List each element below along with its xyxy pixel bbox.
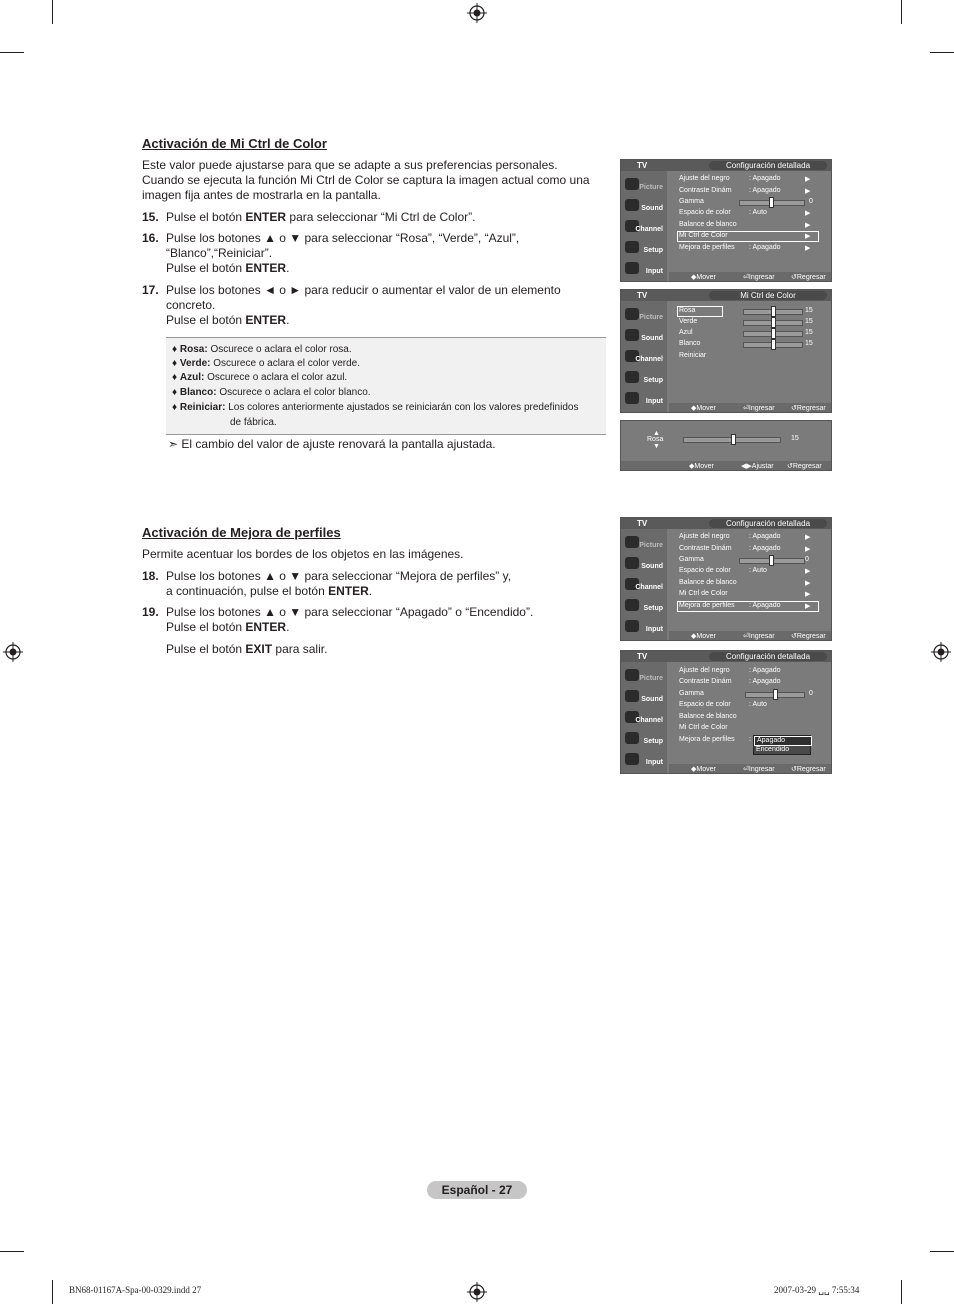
note-text: Oscurece o aclara el color verde. — [213, 358, 360, 369]
osd-side-setup[interactable]: Setup — [623, 368, 665, 388]
arrow-note-icon: ➣ — [168, 437, 179, 451]
osd-item-selected[interactable]: Mi Ctrl de Color — [679, 232, 728, 239]
colon-separator: : — [749, 736, 751, 743]
osd-slider-value: 15 — [791, 435, 799, 442]
crop-mark — [52, 0, 53, 24]
osd-side-channel[interactable]: Channel — [623, 217, 665, 237]
osd-tv-label: TV — [637, 161, 648, 170]
osd-side-channel[interactable]: Channel — [623, 708, 665, 728]
arrow-right-icon: ▶ — [805, 591, 811, 598]
osd-item-selected[interactable]: Rosa — [679, 307, 696, 314]
osd-side-picture[interactable]: Picture — [623, 305, 665, 325]
step-line: Pulse los botones ◄ o ► para reducir o aumentar el valor de un elemento — [166, 283, 561, 297]
osd-side-channel[interactable]: Channel — [623, 575, 665, 595]
note-text: Los colores anteriormente ajustados se reiniciarán con los valores predefinidos — [228, 402, 579, 413]
registration-mark-icon — [467, 1282, 487, 1302]
osd-side-input[interactable]: Input — [623, 389, 665, 409]
osd-item[interactable]: Verde — [679, 318, 698, 325]
step-line: Pulse el botón ENTER. — [166, 620, 290, 634]
osd-side-picture[interactable]: Picture — [623, 175, 665, 195]
osd-side-picture[interactable]: Picture — [623, 666, 665, 686]
osd-value: : Apagado — [749, 244, 781, 251]
osd-rosa-adjust — [620, 420, 832, 471]
osd-item[interactable]: Contraste Dinám — [679, 678, 732, 685]
osd-footer — [669, 403, 831, 412]
osd-item[interactable]: Ajuste del negro — [679, 175, 730, 182]
osd-item[interactable]: Reiniciar — [679, 352, 707, 359]
input-icon — [625, 262, 639, 274]
osd-item[interactable]: Balance de blanco — [679, 221, 737, 228]
move-hint: ◆ Mover — [691, 274, 716, 281]
note-term: Blanco: — [179, 387, 217, 398]
osd-detail-menu — [620, 159, 832, 282]
osd-item[interactable]: Mejora de perfiles — [679, 244, 735, 251]
osd-sidebar — [621, 529, 667, 640]
picture-icon — [625, 308, 639, 320]
osd-item[interactable]: Espacio de color — [679, 209, 731, 216]
registration-mark-icon — [931, 642, 951, 662]
osd-side-picture[interactable]: Picture — [623, 533, 665, 553]
osd-footer — [621, 461, 831, 470]
osd-side-channel[interactable]: Channel — [623, 347, 665, 367]
move-hint: ◆ Mover — [691, 633, 716, 640]
osd-title: Configuración detallada — [709, 519, 827, 528]
osd-side-input[interactable]: Input — [623, 617, 665, 637]
verde-slider-knob[interactable] — [771, 317, 776, 328]
crop-mark — [930, 1251, 954, 1252]
arrow-right-icon: ▶ — [805, 534, 811, 541]
step-line: Pulse los botones ▲ o ▼ para seleccionar “Mejora de perfiles” y, — [166, 569, 512, 583]
enter-hint: ⏎ Ingresar — [743, 405, 775, 412]
osd-value: : Apagado — [749, 175, 781, 182]
page-number-badge: Español - 27 — [427, 1181, 527, 1199]
arrow-right-icon: ▶ — [805, 568, 811, 575]
osd-item[interactable]: Mi Ctrl de Color — [679, 724, 728, 731]
osd-item-selected[interactable]: Mejora de perfiles — [679, 602, 735, 609]
return-hint: ↺ Regresar — [791, 274, 826, 281]
note-item-reiniciar: ♦ Reiniciar: Los colores anteriormente ajustados se reiniciarán con los valores predefinidos — [172, 402, 579, 413]
note-item-verde: ♦ Verde: Oscurece o aclara el color verde. — [172, 358, 360, 369]
crop-mark — [0, 1251, 24, 1252]
gamma-slider-knob[interactable] — [773, 689, 778, 700]
osd-value: 15 — [805, 318, 813, 325]
osd-value: 0 — [805, 556, 809, 563]
gamma-slider-knob[interactable] — [769, 555, 774, 566]
file-name: BN68-01167A-Spa-00-0329.indd 27 — [69, 1285, 202, 1295]
note-term: Reiniciar: — [179, 402, 226, 413]
osd-item[interactable]: Mi Ctrl de Color — [679, 590, 728, 597]
arrow-right-icon: ▶ — [805, 245, 811, 252]
azul-slider-knob[interactable] — [771, 328, 776, 339]
osd-sidebar — [621, 171, 667, 281]
osd-tv-label: TV — [637, 652, 648, 661]
step-number: 17. — [142, 283, 159, 297]
step-number: 15. — [142, 210, 159, 224]
osd-side-setup[interactable]: Setup — [623, 238, 665, 258]
note-item-blanco: ♦ Blanco: Oscurece o aclara el color blanco. — [172, 387, 371, 398]
sound-icon — [625, 199, 639, 211]
osd-side-sound[interactable]: Sound — [623, 554, 665, 574]
step-number: 18. — [142, 569, 159, 583]
options-dropdown[interactable] — [753, 735, 811, 755]
osd-title: Mi Ctrl de Color — [709, 291, 827, 300]
osd-side-sound[interactable]: Sound — [623, 326, 665, 346]
osd-detail-menu-edge — [620, 517, 832, 641]
section-intro: Permite acentuar los bordes de los objetos en las imágenes. — [142, 547, 464, 561]
osd-item[interactable]: Gamma — [679, 690, 704, 697]
step-line: Pulse los botones ▲ o ▼ para seleccionar “Apagado” o “Encendido”. — [166, 605, 534, 619]
crop-mark — [901, 0, 902, 24]
osd-side-input[interactable]: Input — [623, 750, 665, 770]
section-heading-edge-enhance: Activación de Mejora de perfiles — [142, 525, 341, 540]
input-icon — [625, 753, 639, 765]
note-box — [166, 337, 606, 435]
arrow-up-icon: ▲ — [653, 430, 660, 437]
step-line: “Blanco”,“Reiniciar”. — [166, 246, 273, 260]
enter-hint: ⏎ Ingresar — [743, 274, 775, 281]
rosa-adjust-knob[interactable] — [731, 434, 736, 445]
arrow-right-icon: ▶ — [805, 580, 811, 587]
print-date: 2007-03-29 ␣␣ 7:55:34 — [774, 1285, 860, 1295]
osd-value: : Apagado — [749, 533, 781, 540]
intro-line: imagen fija antes de mostrarla en la pantalla. — [142, 188, 381, 202]
enter-hint: ⏎ Ingresar — [743, 766, 775, 773]
intro-line: Este valor puede ajustarse para que se adapte a sus preferencias personales. — [142, 158, 558, 172]
arrow-right-icon: ▶ — [805, 176, 811, 183]
osd-item[interactable]: Contraste Dinám — [679, 545, 732, 552]
sound-icon — [625, 557, 639, 569]
setup-icon — [625, 241, 639, 253]
note-term: Rosa: — [179, 344, 208, 355]
osd-value: 15 — [805, 329, 813, 336]
osd-value: 0 — [809, 690, 813, 697]
osd-value: : Apagado — [749, 667, 781, 674]
note-term: Azul: — [179, 372, 205, 383]
arrow-down-icon: ▼ — [653, 443, 660, 450]
step-line: a continuación, pulse el botón ENTER. — [166, 584, 373, 598]
step-line: Pulse los botones ▲ o ▼ para seleccionar “Rosa”, “Verde”, “Azul”, — [166, 231, 520, 245]
return-hint: ↺ Regresar — [791, 633, 826, 640]
osd-item[interactable]: Contraste Dinám — [679, 187, 732, 194]
osd-value: : Auto — [749, 567, 767, 574]
setup-icon — [625, 732, 639, 744]
osd-item[interactable]: Blanco — [679, 340, 701, 347]
osd-value: : Auto — [749, 209, 767, 216]
move-hint: ◆ Mover — [691, 766, 716, 773]
osd-item[interactable]: Balance de blanco — [679, 713, 737, 720]
osd-footer — [669, 272, 831, 281]
input-icon — [625, 392, 639, 404]
arrow-right-icon: ▶ — [805, 603, 811, 610]
step-line: concreto. — [166, 298, 216, 312]
step-line: Pulse el botón ENTER. — [166, 261, 290, 275]
arrow-right-icon: ▶ — [805, 210, 811, 217]
move-hint: ◆ Mover — [691, 405, 716, 412]
osd-value: 15 — [805, 340, 813, 347]
section-intro — [142, 158, 602, 203]
note-term: Verde: — [179, 358, 211, 369]
note-item-rosa: ♦ Rosa: Oscurece o aclara el color rosa. — [172, 344, 352, 355]
osd-side-input[interactable]: Input — [623, 259, 665, 279]
section-heading-color-control: Activación de Mi Ctrl de Color — [142, 136, 327, 151]
osd-tv-label: TV — [637, 519, 648, 528]
crop-mark — [0, 52, 24, 53]
input-icon — [625, 620, 639, 632]
crop-mark — [52, 1280, 53, 1304]
exit-line: Pulse el botón EXIT para salir. — [166, 642, 328, 656]
sound-icon — [625, 690, 639, 702]
registration-mark-icon — [3, 642, 23, 662]
osd-side-sound[interactable]: Sound — [623, 196, 665, 216]
note-item-azul: ♦ Azul: Oscurece o aclara el color azul. — [172, 372, 348, 383]
osd-item[interactable]: Gamma — [679, 556, 704, 563]
setup-icon — [625, 371, 639, 383]
osd-item[interactable]: Balance de blanco — [679, 579, 737, 586]
return-hint: ↺ Regresar — [787, 463, 822, 470]
adjust-hint: ◀▶ Ajustar — [741, 463, 774, 470]
osd-item[interactable]: Gamma — [679, 198, 704, 205]
osd-footer — [669, 764, 831, 773]
sound-icon — [625, 329, 639, 341]
osd-sidebar — [621, 662, 667, 773]
registration-mark-icon — [467, 3, 487, 23]
crop-mark — [930, 52, 954, 53]
note-text-continued: de fábrica. — [230, 417, 277, 428]
osd-value: : Apagado — [749, 678, 781, 685]
osd-item[interactable]: Espacio de color — [679, 567, 731, 574]
picture-icon — [625, 178, 639, 190]
option-apagado[interactable]: Apagado — [754, 736, 812, 746]
arrow-right-icon: ▶ — [805, 546, 811, 553]
picture-icon — [625, 536, 639, 548]
osd-side-setup[interactable]: Setup — [623, 729, 665, 749]
option-encendido[interactable]: Encendido — [756, 746, 790, 753]
blanco-slider-knob[interactable] — [771, 339, 776, 350]
step-line: Pulse el botón ENTER para seleccionar “Mi Ctrl de Color”. — [166, 210, 476, 224]
return-hint: ↺ Regresar — [791, 405, 826, 412]
step-line: Pulse el botón ENTER. — [166, 313, 290, 327]
move-hint: ◆ Mover — [689, 463, 714, 470]
note-text: Oscurece o aclara el color azul. — [207, 372, 348, 383]
step-number: 16. — [142, 231, 159, 245]
osd-side-sound[interactable]: Sound — [623, 687, 665, 707]
note-text: Oscurece o aclara el color blanco. — [219, 387, 371, 398]
osd-tv-label: TV — [637, 291, 648, 300]
step-number: 19. — [142, 605, 159, 619]
tip-note — [168, 437, 496, 451]
gamma-slider-knob[interactable] — [769, 197, 774, 208]
arrow-right-icon: ▶ — [805, 233, 811, 240]
osd-slider-label: Rosa — [647, 436, 664, 443]
picture-icon — [625, 669, 639, 681]
tip-text: El cambio del valor de ajuste renovará la pantalla ajustada. — [181, 437, 496, 451]
intro-line: Cuando se ejecuta la función Mi Ctrl de Color se captura la imagen actual como una — [142, 173, 590, 187]
osd-value: : Auto — [749, 701, 767, 708]
osd-value: 0 — [809, 198, 813, 205]
osd-item[interactable]: Espacio de color — [679, 701, 731, 708]
osd-item[interactable]: Ajuste del negro — [679, 667, 730, 674]
return-hint: ↺ Regresar — [791, 766, 826, 773]
enter-hint: ⏎ Ingresar — [743, 633, 775, 640]
osd-item[interactable]: Azul — [679, 329, 693, 336]
osd-title: Configuración detallada — [709, 161, 827, 170]
osd-item[interactable]: Ajuste del negro — [679, 533, 730, 540]
osd-value: : Apagado — [749, 187, 781, 194]
rosa-slider-knob[interactable] — [771, 306, 776, 317]
osd-side-setup[interactable]: Setup — [623, 596, 665, 616]
osd-footer — [669, 631, 831, 640]
osd-value: : Apagado — [749, 545, 781, 552]
arrow-right-icon: ▶ — [805, 222, 811, 229]
osd-value: : Apagado — [749, 602, 781, 609]
osd-color-control-menu — [620, 289, 832, 413]
setup-icon — [625, 599, 639, 611]
osd-title: Configuración detallada — [709, 652, 827, 661]
osd-detail-menu-options — [620, 650, 832, 774]
note-text: Oscurece o aclara el color rosa. — [210, 344, 352, 355]
crop-mark — [901, 1280, 902, 1304]
arrow-right-icon: ▶ — [805, 188, 811, 195]
osd-item-selected[interactable]: Mejora de perfiles — [679, 736, 735, 743]
osd-value: 15 — [805, 307, 813, 314]
osd-sidebar — [621, 301, 667, 412]
